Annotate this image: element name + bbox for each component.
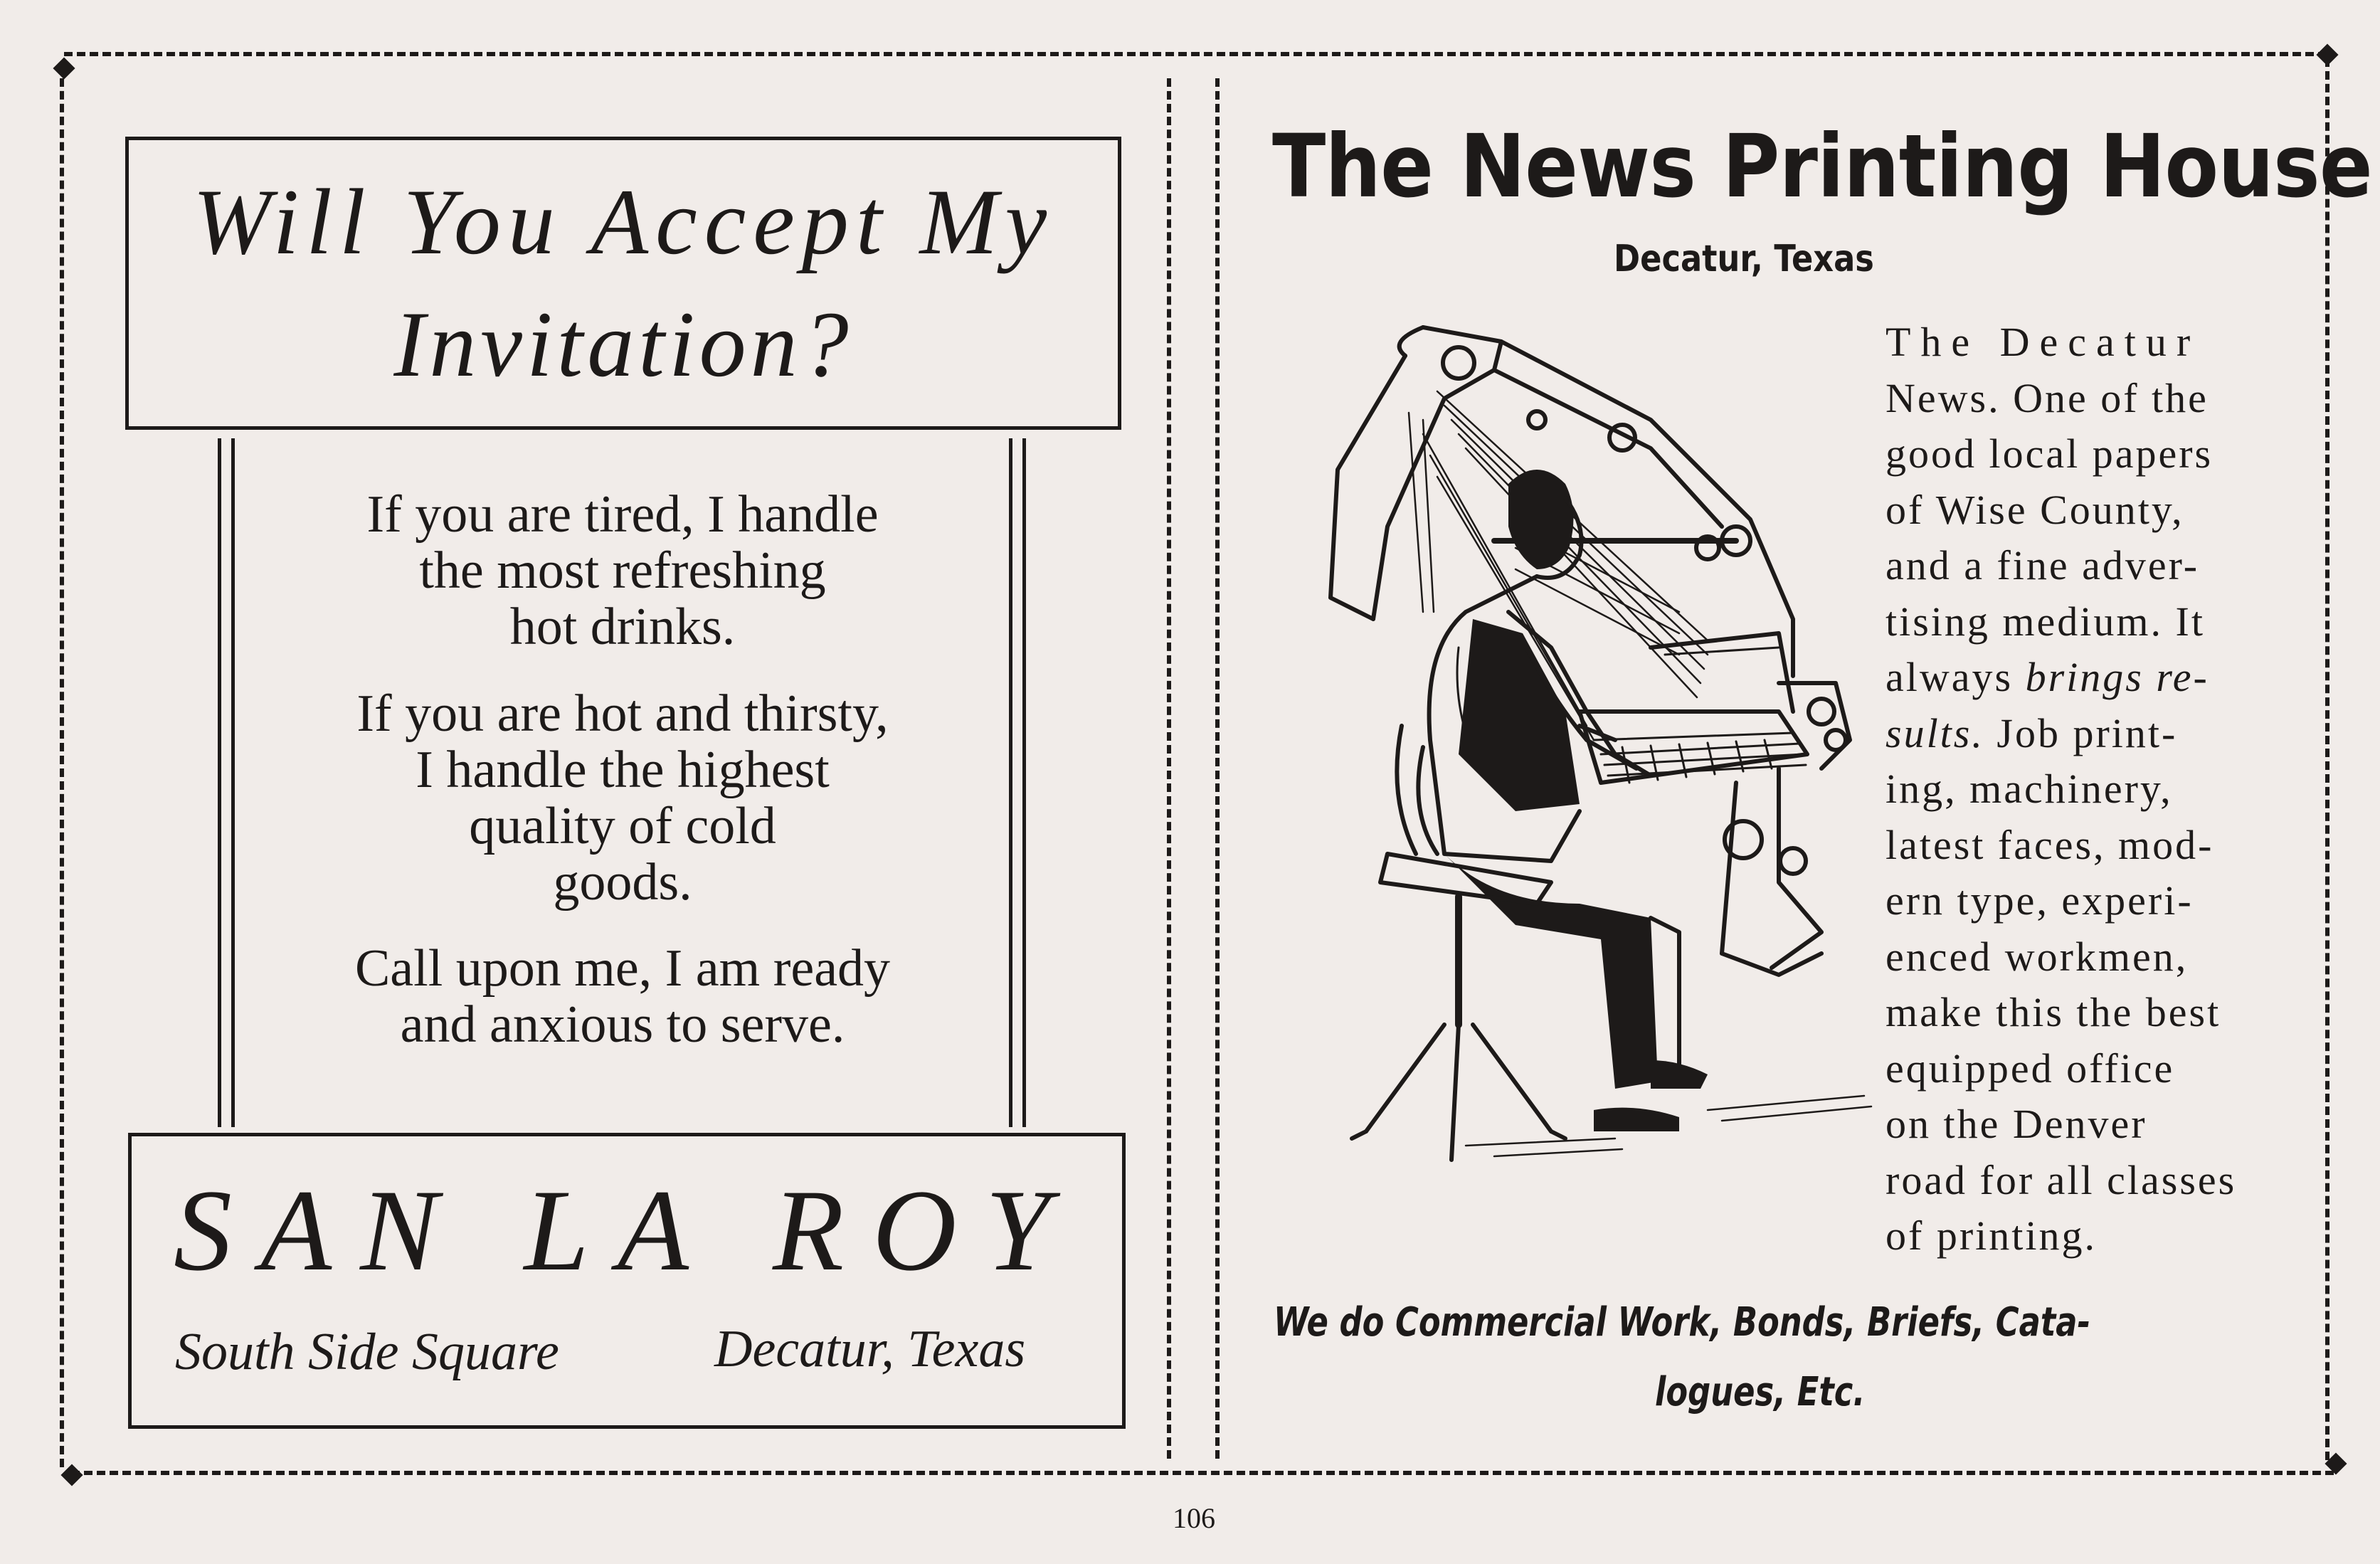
column-line: road for all classes — [1886, 1156, 2237, 1203]
column-line: ern type, experi- — [1886, 877, 2194, 924]
invitation-headline — [125, 161, 1121, 406]
column-line: News. One of the — [1886, 374, 2209, 421]
column-line: of printing. — [1886, 1212, 2097, 1259]
news-title: The News Printing House — [1272, 116, 2372, 217]
text-line: I handle the highest — [416, 741, 830, 799]
text-line: and anxious to serve. — [400, 995, 845, 1054]
column-line: tising medium. It — [1886, 598, 2205, 645]
column-line: The Decatur — [1886, 319, 2201, 365]
column-line: good local papers — [1886, 430, 2214, 477]
left-double-rule — [218, 438, 235, 1127]
column-line: equipped office — [1886, 1045, 2175, 1092]
text-line: hot drinks. — [509, 598, 736, 656]
right-double-rule — [1009, 438, 1026, 1127]
frame-bottom-border — [71, 1471, 2334, 1475]
corner-ornament — [60, 1464, 83, 1486]
text-line: quality of cold — [469, 797, 776, 855]
column-line: on the Denver — [1886, 1101, 2147, 1147]
page-number: 106 — [1173, 1502, 1215, 1534]
column-line: latest faces, mod- — [1886, 821, 2214, 868]
paragraph-serve — [242, 941, 1003, 1053]
services-line-1: We do Commercial Work, Bonds, Briefs, Cata- — [1274, 1299, 2091, 1346]
text-line: If you are hot and thirsty, — [356, 685, 889, 743]
business-city: Decatur, Texas — [714, 1320, 1026, 1378]
business-name: SAN LA ROY — [174, 1166, 1079, 1295]
headline-line-2: Invitation? — [393, 292, 853, 396]
text-line: If you are tired, I handle — [366, 485, 879, 544]
column-line: and a fine adver- — [1886, 542, 2200, 588]
paragraph-tired — [242, 487, 1003, 655]
frame-left-border — [60, 65, 64, 1467]
news-subtitle: Decatur, Texas — [1614, 238, 1874, 280]
column-line: ing, machinery, — [1886, 766, 2173, 812]
text-line: goods. — [553, 853, 692, 912]
column-line: enced workmen, — [1886, 933, 2189, 980]
headline-line-1: Will You Accept My — [192, 169, 1054, 274]
column-line: make this the best — [1886, 989, 2221, 1035]
frame-divider-right — [1215, 78, 1220, 1459]
text-line: the most refreshing — [419, 541, 826, 600]
linotype-operator-illustration — [1281, 313, 1878, 1274]
frame-top-border — [64, 52, 2327, 56]
column-line: sults. Job print- — [1886, 709, 2178, 756]
news-description-column — [1886, 315, 2270, 1264]
corner-ornament — [2316, 43, 2338, 65]
business-address: South Side Square — [175, 1323, 559, 1381]
frame-divider-left — [1167, 78, 1171, 1459]
services-line-2: logues, Etc. — [1655, 1369, 1866, 1415]
paragraph-thirsty — [242, 686, 1003, 911]
frame-right-border — [2325, 58, 2329, 1460]
text-line: Call upon me, I am ready — [354, 939, 891, 998]
corner-ornament — [53, 57, 75, 79]
column-line: always brings re- — [1886, 654, 2209, 700]
column-line: of Wise County, — [1886, 486, 2184, 533]
